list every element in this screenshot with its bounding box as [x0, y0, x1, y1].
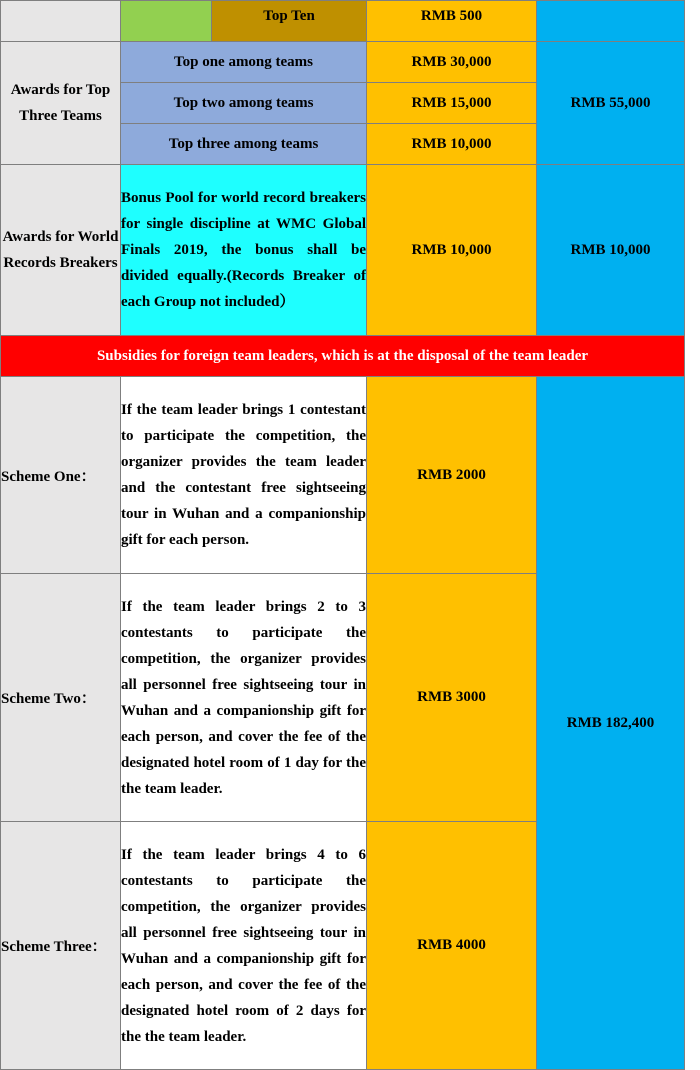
- world-records-row: [1, 165, 685, 336]
- top-ten-green-cell: [121, 1, 212, 42]
- world-records-prize: RMB 10,000: [367, 165, 537, 336]
- subsidies-banner-row: [1, 336, 685, 377]
- world-records-description: Bonus Pool for world record breakers for single discipline at WMC Global Finals 2019, the bonus shall be divided equally.(Records Breaker of each Group not included）: [121, 165, 367, 336]
- top-ten-empty-cell: [1, 1, 121, 42]
- top-ten-prize: RMB 500: [367, 1, 537, 42]
- scheme-three-prize: RMB 4000: [367, 822, 537, 1070]
- top-three-total: RMB 55,000: [537, 42, 685, 165]
- scheme-one-prize: RMB 2000: [367, 377, 537, 574]
- top-one-row: [1, 42, 685, 83]
- top-three-label: Top three among teams: [121, 124, 367, 165]
- top-two-prize: RMB 15,000: [367, 83, 537, 124]
- scheme-three-label: Scheme Three：: [1, 822, 121, 1070]
- schemes-total: RMB 182,400: [537, 377, 685, 1070]
- top-ten-label: Top Ten: [212, 1, 367, 42]
- world-records-total: RMB 10,000: [537, 165, 685, 336]
- top-one-label: Top one among teams: [121, 42, 367, 83]
- top-three-section-label: Awards for Top Three Teams: [1, 42, 121, 165]
- world-records-section-label: Awards for World Records Breakers: [1, 165, 121, 336]
- scheme-one-row: [1, 377, 685, 574]
- scheme-two-description: If the team leader brings 2 to 3 contestants to participate the competition, the organizer provides all personnel free sightseeing tour in Wuhan and a companionship gift for each person, and cover the fee of the designated hotel room of 1 day for the the team leader.: [121, 574, 367, 822]
- scheme-one-label: Scheme One：: [1, 377, 121, 574]
- scheme-two-label: Scheme Two：: [1, 574, 121, 822]
- top-two-label: Top two among teams: [121, 83, 367, 124]
- scheme-one-description: If the team leader brings 1 contestant to participate the competition, the organizer provides the team leader and the contestant free sightseeing tour in Wuhan and a companionship gift for each person.: [121, 377, 367, 574]
- top-one-prize: RMB 30,000: [367, 42, 537, 83]
- scheme-three-description: If the team leader brings 4 to 6 contestants to participate the competition, the organizer provides all personnel free sightseeing tour in Wuhan and a companionship gift for each person, and cover the fee of the designated hotel room of 2 days for the the team leader.: [121, 822, 367, 1070]
- subsidies-banner: Subsidies for foreign team leaders, which is at the disposal of the team leader: [1, 336, 685, 377]
- scheme-two-prize: RMB 3000: [367, 574, 537, 822]
- top-three-prize: RMB 10,000: [367, 124, 537, 165]
- top-ten-total-cell: [537, 1, 685, 42]
- top-ten-row: [1, 1, 685, 42]
